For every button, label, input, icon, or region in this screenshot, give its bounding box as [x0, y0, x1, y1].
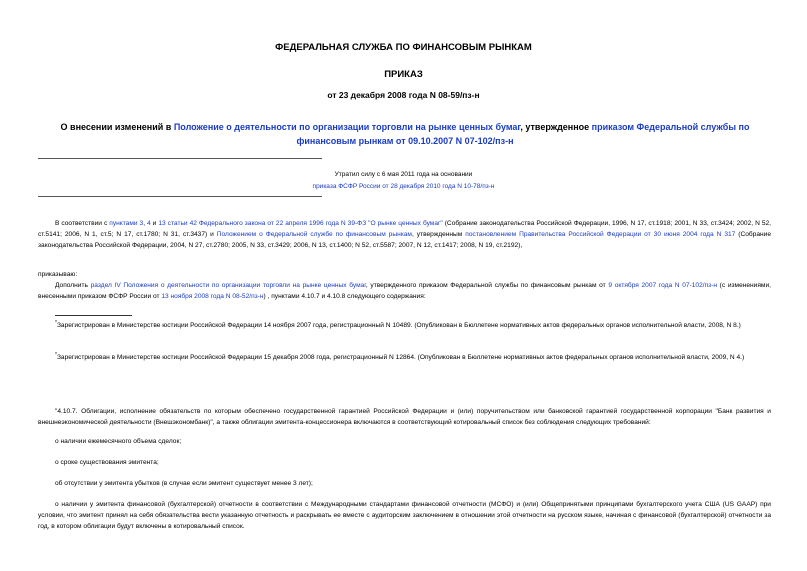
- text: (Собрание законодательства Российской Федерации, 2004, N 27, ст.2780; 2005, N 33, ст.3429; 2006, N 13, ст.1400; N 52, ст.5587; 2007, N 12, ст.1417; 2008, N 19, ст.2192),: [38, 231, 772, 249]
- clause-item-3: об отсутствии у эмитента убытков (в случае если эмитент существует менее 3 лет);: [55, 480, 313, 487]
- clause-item-2: о сроке существования эмитента;: [55, 459, 159, 466]
- footnote-mark-2: *: [55, 352, 57, 358]
- link-point-4[interactable]: 4: [147, 220, 151, 227]
- paragraph-amendment: [38, 280, 771, 302]
- text: В соответствии с: [55, 220, 110, 227]
- footnote-2-text: Зарегистрирован в Министерстве юстиции Российской Федерации 15 декабря 2008 года, регистрационный N 12864. (Опубликован в Бюллетене нормативных актов федеральных органов исполнительной власти, 2009, N 4.): [56, 354, 745, 362]
- status-note-link[interactable]: приказа ФСФР России от 28 декабря 2010 года N 10-78/пз-н: [312, 183, 495, 190]
- document-date-number: от 23 декабря 2008 года N 08-59/пз-н: [327, 90, 480, 100]
- link-fsfr-regulation[interactable]: Положением о Федеральной службе по финансовым рынкам: [216, 231, 412, 238]
- text: ) , пунктами 4.10.7 и 4.10.8 следующего содержания:: [263, 293, 426, 300]
- link-federal-law[interactable]: 13 статьи 42 Федерального закона от 22 апреля 1996 года N 39-ФЗ "О рынке ценных бумаг": [158, 220, 443, 227]
- clause-4-10-7: "4.10.7. Облигации, исполнение обязательств по которым обеспечено государственной гарантией Российской Федерации и (или) поручительством или банковской гарантией государственной корпорации "Банк развития и внешнеэкономической деятельности (Внешэкономбанк)", а также облигации эмитента-концессионера включаются в соответствующий котировальный список без соблюдения следующих требований:: [38, 408, 771, 426]
- title-link-regulation[interactable]: Положение о деятельности по организации торговли на рынке ценных бумаг: [173, 122, 521, 132]
- text: , утвержденным: [411, 231, 466, 238]
- link-section-iv[interactable]: раздел IV Положения о деятельности по организации торговли на рынке ценных бумаг: [90, 282, 366, 289]
- text: ,: [143, 220, 148, 227]
- footnote-1: [55, 318, 771, 331]
- text: и: [150, 220, 159, 227]
- footnote-1-text: Зарегистрирован в Министерстве юстиции Российской Федерации 14 ноября 2007 года, регистрационный N 10489. (Опубликован в Бюллетене нормативных актов федеральных органов исполнительной власти, 2008, N 8.): [56, 322, 741, 330]
- order-word: приказываю:: [38, 271, 78, 278]
- text: (Собрание законодательства Российской Федерации, 1996, N 17, ст.1918; 2001, N 33, ст.3424; 2002, N 52, ст.5141; 2006, N 1, ст.5; N 17, ст.1780; N 31, ст.3437) и: [38, 220, 771, 238]
- text: , утвержденного приказом Федеральной службы по финансовым рынкам от: [365, 282, 609, 289]
- clause-item-1: о наличии ежемесячного объема сделок;: [55, 438, 182, 445]
- divider-bottom: [38, 196, 322, 197]
- text: Дополнить: [55, 282, 91, 289]
- status-note-line1: Утратил силу с 6 мая 2011 года на основании: [334, 171, 473, 178]
- link-government-decree[interactable]: постановлением Правительства Российской Федерации от 30 июня 2004 года N 317: [465, 231, 736, 238]
- link-order-2008[interactable]: 13 ноября 2008 года N 08-52/пз-н: [161, 293, 264, 300]
- document-title: [55, 120, 755, 148]
- document-type: ПРИКАЗ: [384, 69, 423, 80]
- clause-item-4: о наличии у эмитента финансовой (бухгалтерской) отчетности в соответствии с Международными стандартами финансовой отчетности (МСФО) и (или) Общепринятыми принципами бухгалтерского учета США (US GAAP) при условии, что эмитент принял на себя обязательства вести указанную отчетность и раскрывать ее вместе с аудиторским заключением в отношении этой отчетности на русском языке, начиная с финансовой (бухгалтерской) отчетности за год, в котором облигации будут включены в котировальный список.: [38, 501, 771, 530]
- title-prefix: О внесении изменений в: [60, 122, 174, 132]
- link-point-3[interactable]: пунктами 3: [109, 220, 144, 227]
- link-order-2007[interactable]: 9 октября 2007 года N 07-102/пз-н: [608, 282, 718, 289]
- divider-top: [38, 158, 322, 159]
- footnote-divider: [55, 315, 132, 316]
- title-middle: , утвержденное: [520, 122, 592, 132]
- text: (с изменениями, внесенными приказом ФСФР России от: [38, 282, 771, 300]
- footnote-mark-1: *: [55, 320, 57, 326]
- title-link-order[interactable]: приказом Федеральной службы по финансовым рынкам от 09.10.2007 N 07-102/пз-н: [296, 122, 750, 146]
- status-note: [0, 169, 807, 193]
- paragraph-legal-basis: [38, 218, 771, 251]
- issuing-authority: ФЕДЕРАЛЬНАЯ СЛУЖБА ПО ФИНАНСОВЫМ РЫНКАМ: [275, 42, 532, 53]
- footnote-2: [55, 350, 771, 363]
